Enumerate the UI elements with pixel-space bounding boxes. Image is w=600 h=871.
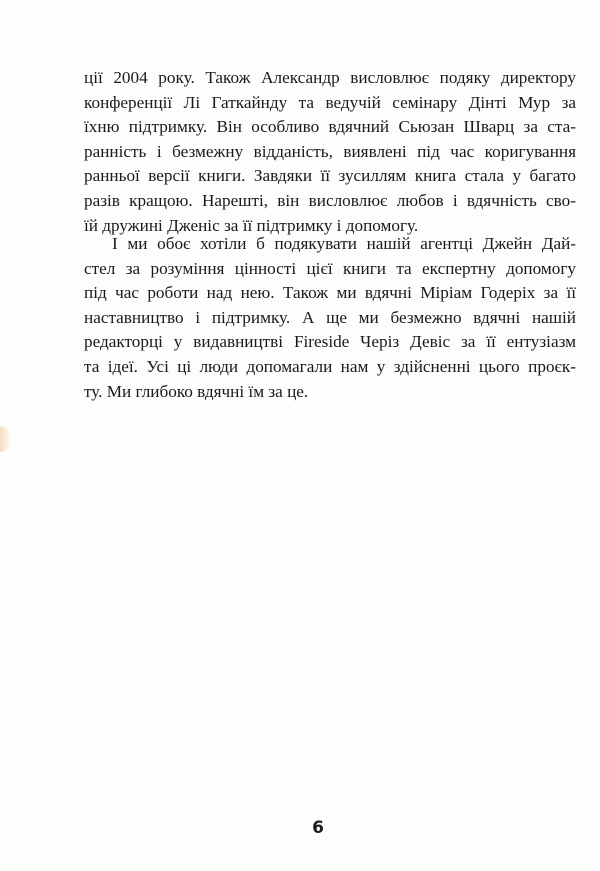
text-line: під час роботи над нею. Також ми вдячні Міріам Годеріх за її [84, 283, 576, 303]
text-line: ранньої версії книги. Завдяки її зусиллям книга стала у багато [84, 166, 576, 186]
text-line: конференції Лі Гаткайнду та ведучій семінару Дінті Мур за [84, 92, 576, 112]
paragraph-1 [84, 66, 576, 238]
text-line: стел за розуміння цінності цієї книги та експертну допомогу [84, 258, 576, 278]
paragraph-2 [84, 232, 576, 404]
text-line: наставництво і підтримку. А ще ми безмежно вдячні нашій [84, 307, 576, 327]
text-line: ту. Ми глибоко вдячні їм за це. [84, 381, 309, 401]
text-line: разів кращою. Нарешті, він висловлює любов і вдячність сво- [84, 190, 576, 210]
text-line: ранність і безмежну відданість, виявлені під час коригування [84, 141, 576, 161]
text-line: та ідеї. Усі ці люди допомагали нам у здійсненні цього проєк- [84, 356, 576, 376]
text-line: редакторці у видавництві Fireside Черіз Девіс за її ентузіазм [84, 332, 576, 352]
page-number: 6 [312, 818, 324, 838]
text-line: їй дружині Дженіс за її підтримку і допомогу. [84, 215, 419, 235]
text-line: І ми обоє хотіли б подякувати нашій агентці Джейн Дай- [112, 234, 576, 253]
page-edge-mark [0, 426, 10, 452]
text-line: ції 2004 року. Також Александр висловлює подяку директору [84, 68, 576, 87]
text-line: їхню підтримку. Він особливо вдячний Сьюзан Шварц за ста- [84, 117, 576, 137]
